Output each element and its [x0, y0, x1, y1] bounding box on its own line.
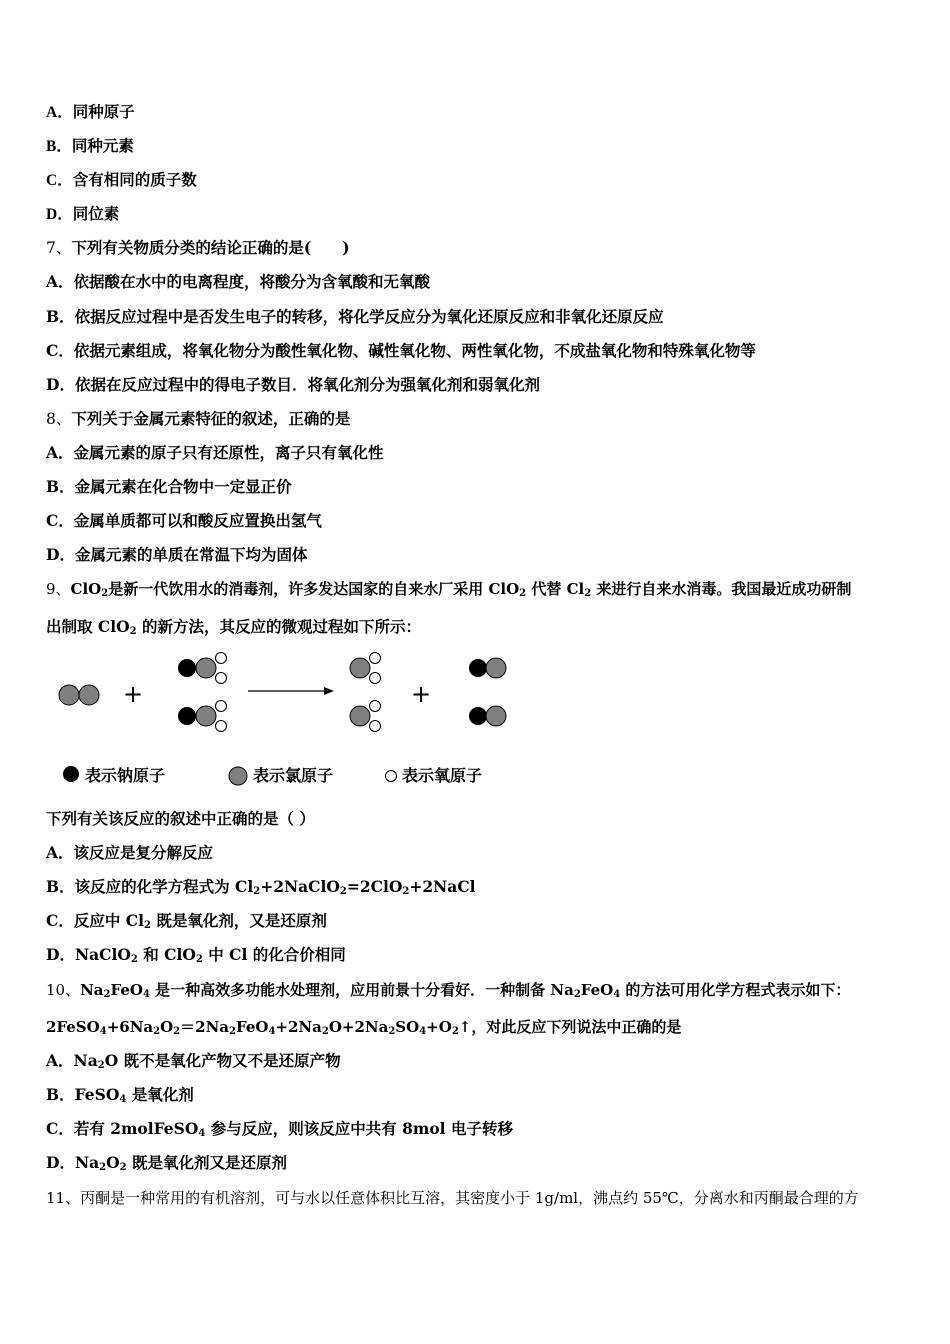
q7-option-a: A．依据酸在水中的电离程度，将酸分为含氧酸和无氧酸	[46, 272, 431, 291]
q10-option-a: A．$Na_2O$ 既不是氧化产物又不是还原产物	[46, 1051, 341, 1071]
reaction-arrow	[248, 687, 334, 695]
q11-stem: 11、丙酮是一种常用的有机溶剂，可与水以任意体积比互溶，其密度小于 1g/ml，沸点约 55℃，分离水和丙酮最合理的方	[46, 1189, 859, 1207]
clo2-molecule	[350, 653, 381, 684]
q8-stem: 8、下列关于金属元素特征的叙述，正确的是	[46, 409, 351, 428]
q6-option-d: D．同位素	[46, 204, 120, 223]
q9-option-a: A．该反应是复分解反应	[46, 843, 214, 862]
q9-stem-line2: 出制取 ClO$_2$ 的新方法，其反应的微观过程如下所示：	[46, 617, 421, 637]
q10-equation: $2FeSO_4+6Na_2O_2=2Na_2FeO_4+2Na_2O+2Na_2SO_4+O_2↑$，对此反应下列说法中正确的是	[46, 1018, 682, 1037]
q7-option-b: B．依据反应过程中是否发生电子的转移，将化学反应分为氧化还原反应和非氧化还原反应	[46, 307, 664, 326]
nacl-molecule	[469, 706, 506, 726]
q8-option-a: A．金属元素的原子只有还原性，离子只有氧化性	[46, 443, 384, 462]
q10-stem: 10、$Na_2FeO_4$ 是一种高效多功能水处理剂，应用前景十分看好．一种制备 $Na_2FeO_4$ 的方法可用化学方程式表示如下：	[46, 981, 851, 1000]
q10-option-b: B．FeSO$_4$ 是氧化剂	[46, 1085, 194, 1105]
q6-option-c: C．含有相同的质子数	[46, 170, 197, 189]
q7-stem: 7、下列有关物质分类的结论正确的是( )	[46, 238, 350, 257]
q7-option-c: C．依据元素组成，将氧化物分为酸性氧化物、碱性氧化物、两性氧化物，不成盐氧化物和特殊氧化物等	[46, 341, 756, 360]
nacl-molecule	[469, 658, 506, 678]
q6-option-a: A．同种原子	[46, 102, 135, 121]
legend-chlorine: 表示氯原子	[253, 766, 334, 785]
q9-option-d: D．NaClO$_2$ 和 ClO$_2$ 中 Cl 的化合价相同	[46, 945, 346, 965]
q9-option-c: C．反应中 $Cl_2$ 既是氧化剂，又是还原剂	[46, 911, 327, 931]
reaction-diagram	[55, 648, 525, 793]
plus-sign: +	[411, 680, 432, 708]
q9-option-b: B．该反应的化学方程式为 $Cl_2+2NaClO_2=2ClO_2+2NaCl$	[46, 877, 476, 897]
q8-option-c: C．金属单质都可以和酸反应置换出氢气	[46, 511, 322, 530]
q8-option-b: B．金属元素在化合物中一定显正价	[46, 477, 292, 496]
oxygen-legend-swatch	[386, 771, 397, 782]
plus-sign: +	[123, 680, 144, 708]
clo2-molecule	[350, 701, 381, 732]
q7-option-d: D．依据在反应过程中的得电子数目．将氧化剂分为强氧化剂和弱氧化剂	[46, 375, 540, 394]
q6-option-b: B．同种元素	[46, 136, 134, 155]
legend-sodium: 表示钠原子	[85, 766, 166, 785]
legend-oxygen: 表示氧原子	[402, 766, 483, 785]
sodium-legend-swatch	[63, 766, 79, 782]
q9-question: 下列有关该反应的叙述中正确的是（ ）	[46, 809, 315, 828]
q8-option-d: D．金属元素的单质在常温下均为固体	[46, 545, 308, 564]
naclo2-molecule	[178, 701, 227, 732]
chlorine-legend-swatch	[229, 767, 247, 785]
cl2-molecule	[59, 685, 99, 705]
legend	[63, 766, 482, 785]
q10-option-d: D．$Na_2O_2$ 既是氧化剂又是还原剂	[46, 1153, 288, 1173]
naclo2-molecule	[178, 653, 227, 684]
q10-option-c: C．若有 2molFeSO$_4$ 参与反应，则该反应中共有 8mol 电子转移	[46, 1119, 513, 1139]
q9-stem-line1: 9、ClO$_2$是新一代饮用水的消毒剂，许多发达国家的自来水厂采用 ClO$_2$ 代替 $Cl_2$ 来进行自来水消毒。我国最近成功研制	[46, 580, 852, 599]
